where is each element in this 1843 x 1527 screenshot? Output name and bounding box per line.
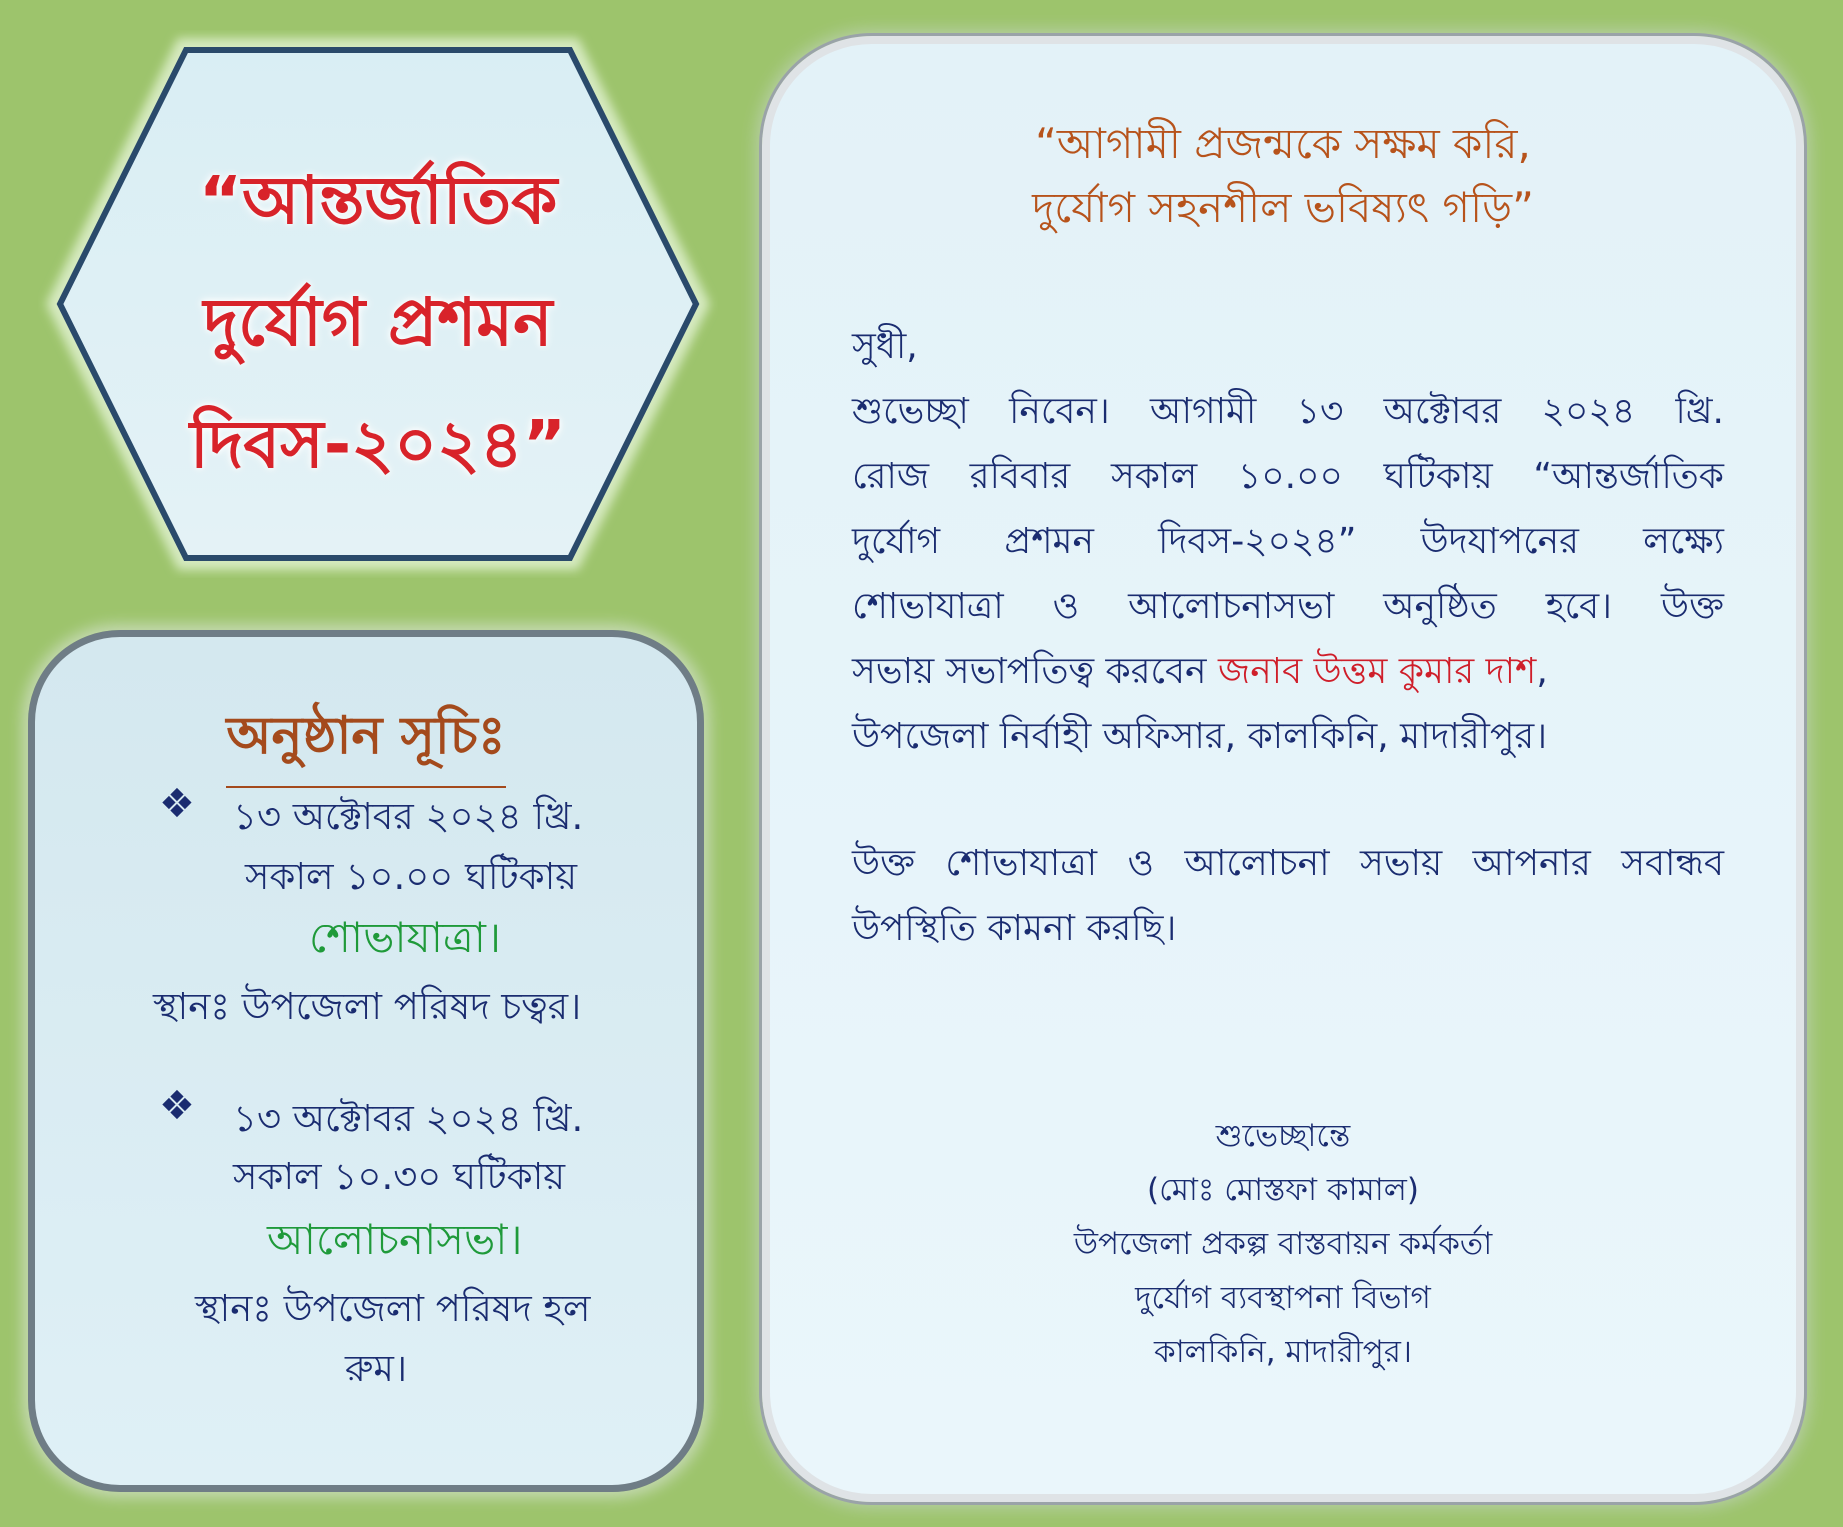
body-line-5-suffix: , <box>1536 651 1548 692</box>
body-line-2: রোজ রবিবার সকাল ১০.০০ ঘটিকায় “আন্তর্জাতিক <box>852 456 1724 497</box>
signature-greeting: শুভেচ্ছান্তে <box>1215 1118 1351 1154</box>
salutation: সুধী, <box>852 326 918 367</box>
body-line-4: শোভাযাত্রা ও আলোচনাসভা অনুষ্ঠিত হবে। উক্ত <box>852 586 1724 627</box>
schedule-venue-line-2: রুম। <box>345 1347 408 1390</box>
closing-line-1: উক্ত শোভাযাত্রা ও আলোচনা সভায় আপনার সবান্ধব <box>852 843 1724 884</box>
body-line-5-prefix: সভায় সভাপতিত্ব করবেন <box>852 651 1207 692</box>
slogan <box>770 112 1796 240</box>
schedule-time: সকাল ১০.০০ ঘটিকায় <box>245 855 578 898</box>
slogan-line-1: “আগামী প্রজন্মকে সক্ষম করি, <box>1035 119 1531 168</box>
schedule-event: আলোচনাসভা। <box>267 1215 523 1264</box>
title-line-3: দিবস-২০২৪” <box>189 406 567 483</box>
schedule-time: সকাল ১০.৩০ ঘটিকায় <box>233 1155 566 1198</box>
diamond-bullet-icon: ❖ <box>159 781 195 827</box>
letter-body <box>852 314 1724 961</box>
chief-guest-name: জনাব উত্তম কুমার দাশ <box>1217 651 1537 692</box>
body-line-1: শুভেচ্ছা নিবেন। আগামী ১৩ অক্টোবর ২০২৪ খ্রি. <box>852 391 1724 432</box>
schedule-heading: অনুষ্ঠান সূচিঃ <box>35 695 697 788</box>
schedule-date: ১৩ অক্টোবর ২০২৪ খ্রি. <box>233 795 584 838</box>
title-line-1: “আন্তর্জাতিক <box>198 162 558 239</box>
schedule-date: ১৩ অক্টোবর ২০২৪ খ্রি. <box>233 1097 584 1140</box>
slogan-line-2: দুর্যোগ সহনশীল ভবিষ্যৎ গড়ি” <box>1032 183 1534 232</box>
closing-line-2: উপস্থিতি কামনা করছি। <box>852 908 1177 949</box>
body-line-3: দুর্যোগ প্রশমন দিবস-২০২৪” উদযাপনের লক্ষ্যে <box>852 521 1724 562</box>
signature-location: কালকিনি, মাদারীপুর। <box>1154 1334 1412 1370</box>
signature-department: দুর্যোগ ব্যবস্থাপনা বিভাগ <box>1135 1280 1431 1316</box>
page-title <box>38 140 718 506</box>
schedule-event: শোভাযাত্রা। <box>309 913 501 962</box>
signature-designation: উপজেলা প্রকল্প বাস্তবায়ন কর্মকর্তা <box>1073 1226 1493 1262</box>
body-line-6: উপজেলা নির্বাহী অফিসার, কালকিনি, মাদারীপুর। <box>852 716 1548 757</box>
signature-name: (মোঃ মোস্তফা কামাল) <box>1147 1172 1419 1208</box>
title-badge <box>38 30 718 578</box>
schedule-panel <box>28 630 704 1492</box>
signature-block <box>770 1109 1796 1379</box>
schedule-venue: স্থানঃ উপজেলা পরিষদ চত্বর। <box>153 985 582 1028</box>
diamond-bullet-icon: ❖ <box>159 1083 195 1129</box>
title-line-2: দুর্যোগ প্রশমন <box>203 284 553 361</box>
schedule-venue-line-1: স্থানঃ উপজেলা পরিষদ হল <box>195 1287 591 1330</box>
body-line-5 <box>852 639 1724 704</box>
invitation-letter <box>762 36 1804 1502</box>
